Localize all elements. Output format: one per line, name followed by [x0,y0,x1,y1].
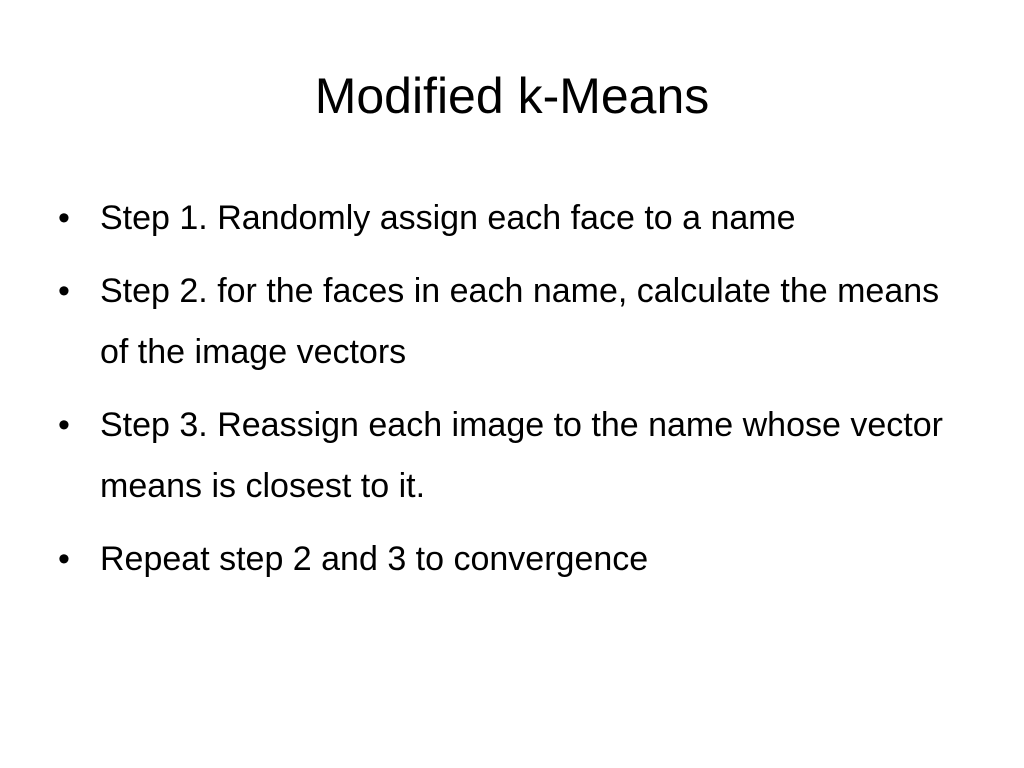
bullet-item-4 [58,529,958,590]
bullet-dot-icon: • [58,406,70,444]
bullet-text: Step 1. Randomly assign each face to a name [100,199,796,237]
bullet-item-3 [58,395,958,517]
bullet-item-2 [58,261,958,383]
bullet-dot-icon: • [58,540,70,578]
bullet-list [58,188,958,602]
bullet-dot-icon: • [58,272,70,310]
bullet-text: Step 3. Reassign each image to the name whose vector means is closest to it. [100,406,943,505]
bullet-dot-icon: • [58,199,70,237]
bullet-text: Repeat step 2 and 3 to convergence [100,540,649,578]
slide-title: Modified k-Means [314,68,710,124]
bullet-item-1 [58,188,958,249]
bullet-text: Step 2. for the faces in each name, calculate the means of the image vectors [100,272,940,371]
